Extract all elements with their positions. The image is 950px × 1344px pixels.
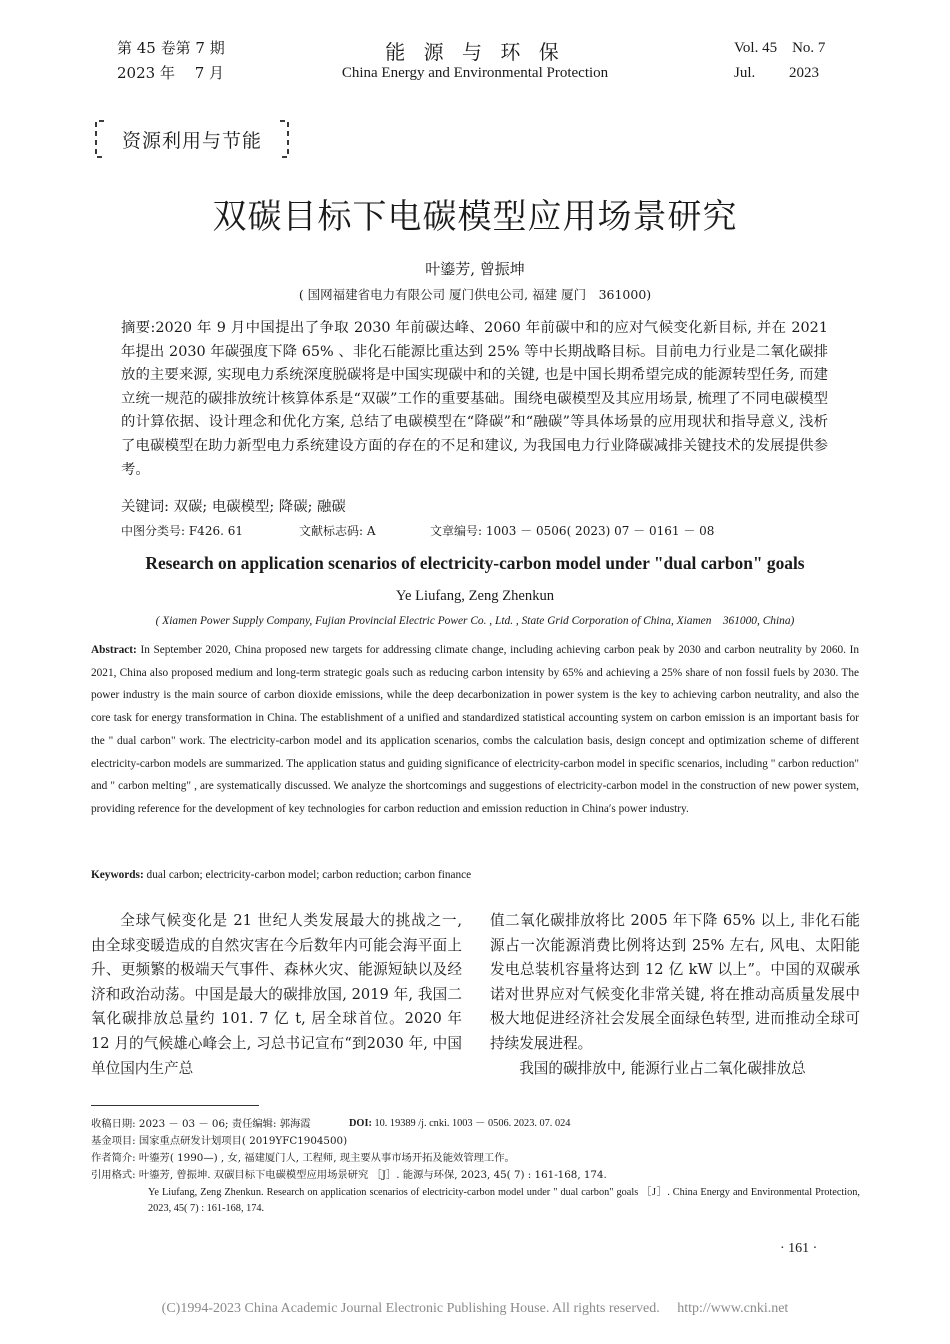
abstract-cn-text: 2020 年 9 月中国提出了争取 2030 年前碳达峰、2060 年前碳中和的应对气候变化新目标, 并在 2021 年提出 2030 年碳强度下降 65% 、非化石能源比重达到 25% 等中长期战略目标。目前电力行业是二氧化碳排放的主要来源, 实现电力系统深度脱碳将是中国实现碳中和的关键, 也是中国长期希望完成的能源转型任务, 而建立统一规范的碳排放统计核算体系是“双碳”工作的重要基础。围绕电碳模型及其应用场景, 梳理了不同电碳模型的计算依据、设计理念和优化方案, 总结了电碳模型在“降碳”和“融碳”等具体场景的应用现状和指导意义, 浅析了电碳模型在助力新型电力系统建设方面的存在的不足和建议, 为我国电力行业降碳减排关键技术的发展提供参考。: [121, 320, 828, 478]
doi-value: 10. 19389 /j. cnki. 1003 － 0506. 2023. 07. 024: [374, 1118, 571, 1129]
intro-paragraph-2: 我国的碳排放中, 能源行业占二氧化碳排放总: [519, 1059, 806, 1077]
intro-paragraph-1-continued: 值二氧化碳排放将比 2005 年下降 65% 以上, 非化石能源占一次能源消费比例将达到 25% 左右, 风电、太阳能发电总装机容量将达到 12 亿 kW 以上”。中国的双碳承诺对世界应对气候变化非常关键, 将在推动高质量发展中极大地促进经济社会发展全面绿色转型, 进而推动全球可持续发展进程。: [490, 912, 860, 1052]
paper-title-cn: 双碳目标下电碳模型应用场景研究: [212, 197, 738, 237]
keywords-cn-label: 关键词:: [121, 499, 170, 515]
document-code: 文献标志码: A: [299, 524, 376, 538]
column-tag: [94, 119, 290, 159]
intro-paragraph-1: 全球气候变化是 21 世纪人类发展最大的挑战之一, 由全球变暖造成的自然灾害在今后数年内可能会海平面上升、更频繁的极端天气事件、森林火灾、能源短缺以及经济和政治动荡。中国是最大的碳排放国, 2019 年, 我国二氧化碳排放总量约 101. 7 亿 t, 居全球首位。2020 年 12 月的气候雄心峰会上, 习总书记宣布“到2030 年, 中国单位国内生产总: [91, 912, 462, 1077]
journal-title-cn: 能 源 与 环 保: [385, 40, 565, 64]
received-date: 收稿日期: 2023 － 03 － 06; 责任编辑: 郭海霞: [91, 1118, 311, 1130]
author-bio: 作者简介: 叶鎏芳( 1990—) , 女, 福建厦门人, 工程师, 现主要从事市场开拓及能效管理工作。: [91, 1152, 515, 1164]
keywords-en-text: dual carbon; electricity-carbon model; carbon reduction; carbon finance: [146, 869, 472, 881]
abstract-cn: [121, 317, 828, 482]
date-cn: 2023 年 7 月: [117, 64, 225, 82]
page-number: · 161 ·: [780, 1241, 818, 1256]
abstract-en-label: Abstract:: [91, 644, 137, 656]
citation-en: Ye Liufang, Zeng Zhenkun. Research on application scenarios of electricity-carbon model under " dual carbon" goals ［J］. China Energy and Environmental Protection, 2023, 45( 7) : 161-168, 174.: [148, 1187, 860, 1215]
fund-project: 基金项目: 国家重点研发计划项目( 2019YFC1904500): [91, 1135, 348, 1147]
keywords-en: [91, 869, 471, 881]
keywords-en-label: Keywords:: [91, 869, 144, 881]
clc-number: 中图分类号: F426. 61: [121, 524, 243, 538]
cnki-copyright: (C)1994-2023 China Academic Journal Electronic Publishing House. All rights reserved. http://www.cnki.net: [161, 1301, 789, 1316]
abstract-cn-label: 摘要:: [121, 320, 156, 336]
authors-en: Ye Liufang, Zeng Zhenkun: [395, 588, 555, 604]
abstract-en-text: In September 2020, China proposed new targets for addressing climate change, including achieving carbon peak by 2030 and carbon neutrality by 2060. In 2021, China also proposed medium and long-term strategic goals such as reducing carbon intensity by 65% and achieving a 25% share of non fossil fuels by 2030. The power industry is the main source of carbon dioxide emissions, while the deep decarbonization in power system is the key to achieving carbon neutrality, and also the core task for energy transformation in China. The establishment of a unified and standardized statistical accounting system on carbon emission is an important basis for the " dual carbon" work. The electricity-carbon model and its application scenarios, combs the calculation basis, design concept and optimization scheme of different electricity-carbon models are summarized. The application status and guiding significance of electricity-carbon model in specific scenarios, including " carbon reduction" and " carbon melting" , are systematically discussed. We analyze the shortcomings and suggestions of electricity-carbon model in the construction of new power system, providing reference for the development of key technologies for carbon reduction and emission reduction in China′s power industry.: [91, 644, 859, 815]
keywords-cn: [121, 497, 346, 517]
citation-cn: 引用格式: 叶鎏芳, 曾振坤. 双碳目标下电碳模型应用场景研究 ［J］. 能源与环保, 2023, 45( 7) : 161-168, 174.: [91, 1169, 607, 1181]
volume-issue-cn: 第 45 卷第 7 期: [117, 39, 225, 57]
article-number: 文章编号: 1003 － 0506( 2023) 07 － 0161 － 08: [430, 524, 715, 538]
journal-title-en: China Energy and Environmental Protection: [341, 65, 609, 81]
column-tag-label: 资源利用与节能: [121, 130, 262, 152]
paper-title-en: Research on application scenarios of electricity-carbon model under "dual carbon" goals: [145, 553, 805, 573]
affiliation-en: ( Xiamen Power Supply Company, Fujian Provincial Electric Power Co. , Ltd. , State Grid Corporation of China, Xiamen 361000, China): [155, 615, 795, 627]
doi-label: DOI:: [349, 1118, 372, 1129]
abstract-en: [91, 639, 859, 821]
footnote-divider: [91, 1105, 259, 1106]
keywords-cn-text: 双碳; 电碳模型; 降碳; 融碳: [173, 499, 346, 515]
doi: [349, 1116, 570, 1132]
authors-cn: 叶鎏芳, 曾振坤: [425, 260, 525, 278]
affiliation-cn: ( 国网福建省电力有限公司 厦门供电公司, 福建 厦门 361000): [298, 287, 652, 302]
body-left-column: [91, 909, 462, 1081]
volume-issue-en: Vol. 45 No. 7: [734, 40, 826, 56]
date-en: Jul. 2023: [734, 65, 820, 81]
body-right-column: [490, 909, 860, 1081]
